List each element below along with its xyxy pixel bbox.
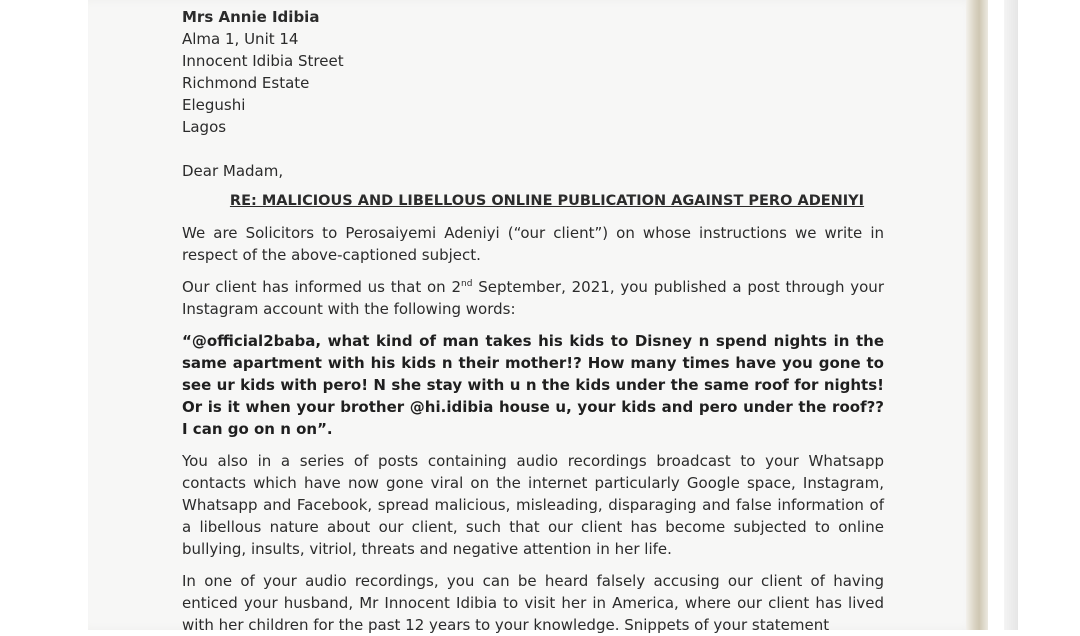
- address-line: Elegushi: [182, 96, 246, 114]
- paper-edge: [966, 0, 988, 630]
- ordinal-suffix: nd: [461, 279, 473, 289]
- quoted-post: “@official2baba, what kind of man takes his kids to Disney n spend nights in the same apartment with his kids n their mother!? How many times have you gone to see ur kids with pero! N she stay with u n the kids under the same roof for nights! Or is it when your brother @hi.idibia house u, your kids and pero under the roof?? I can go on n on”.: [182, 332, 884, 438]
- paragraph-audio-posts: You also in a series of posts containing audio recordings broadcast to your Whatsapp contacts which have now gone viral on the internet particularly Google space, Instagram, Whatsapp and Facebook, spread malicious, misleading, disparaging and false information of a libellous nature about our client, such that our client has become subjected to online bullying, insults, vitriol, threats and negative attention in her life.: [182, 452, 884, 558]
- address-line: Lagos: [182, 118, 227, 136]
- address-line: Alma 1, Unit 14: [182, 30, 299, 48]
- paragraph-publication: [182, 276, 884, 320]
- address-line: Richmond Estate: [182, 74, 310, 92]
- letter-body: [182, 6, 884, 636]
- subject-heading: RE: MALICIOUS AND LIBELLOUS ONLINE PUBLICATION AGAINST PERO ADENIYI: [229, 193, 865, 209]
- paragraph-accusation: In one of your audio recordings, you can be heard falsely accusing our client of having enticed your husband, Mr Innocent Idibia to visit her in America, where our client has lived with her children for the past 12 years to your knowledge. Snippets of your statement: [182, 572, 884, 634]
- recipient-name: Mrs Annie Idibia: [182, 8, 320, 26]
- paragraph-text: September, 2021, you published a post through your Instagram account with the following words:: [182, 278, 884, 318]
- salutation: Dear Madam,: [182, 162, 284, 180]
- paragraph-intro: We are Solicitors to Perosaiyemi Adeniyi (“our client”) on whose instructions we write in respect of the above-captioned subject.: [182, 224, 884, 264]
- paragraph-text: Our client has informed us that on 2: [182, 278, 461, 296]
- background-strip: [1004, 0, 1018, 630]
- recipient-address: [182, 6, 884, 138]
- address-line: Innocent Idibia Street: [182, 52, 344, 70]
